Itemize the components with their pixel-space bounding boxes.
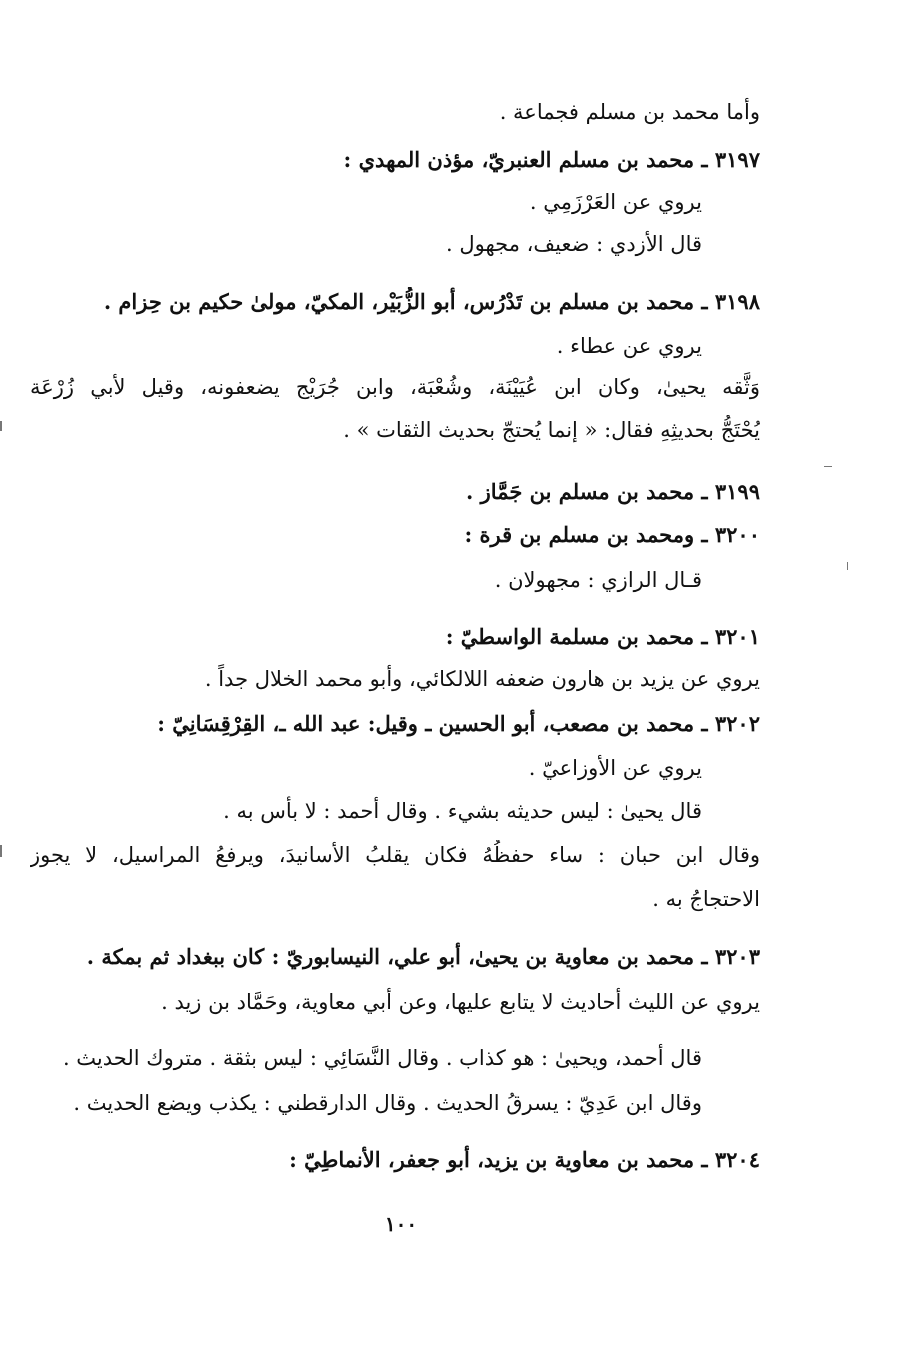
scan-mark (847, 562, 848, 570)
text-line: الاحتجاجُ به . (652, 887, 760, 911)
entry-heading-3198: ٣١٩٨ ـ محمد بن مسلم بن تَدْرُس، أبو الزُّبَيْر، المكيّ، مولىٰ حكيم بن حِزام . (103, 289, 760, 314)
text-line: قال الأزدي : ضعيف، مجهول . (446, 232, 702, 256)
entry-heading-3200: ٣٢٠٠ ـ ومحمد بن مسلم بن قرة : (464, 522, 760, 547)
entry-heading-3197: ٣١٩٧ ـ محمد بن مسلم العنبريّ، مؤذن المهدي : (343, 147, 760, 172)
text-line: يروي عن الأوزاعيّ . (528, 756, 702, 780)
text-line: يروي عن العَرْزَمِي . (529, 190, 702, 214)
entry-heading-3204: ٣٢٠٤ ـ محمد بن معاوية بن يزيد، أبو جعفر، الأنماطِيّ : (289, 1147, 760, 1172)
entry-heading-3199: ٣١٩٩ ـ محمد بن مسلم بن جَمَّاز . (466, 479, 760, 504)
text-line: وقال ابن حبان : ساء حفظُهُ فكان يقلبُ الأسانيدَ، ويرفعُ المراسيل، لا يجوز (30, 843, 760, 867)
scan-mark (0, 421, 2, 431)
text-line: يروي عن عطاء . (556, 334, 702, 358)
text-line: يُحْتَجُّ بحديثِهِ فقال: « إنما يُحتجّ بحديث الثقات » . (343, 418, 760, 442)
text-line: يروي عن يزيد بن هارون ضعفه اللالكائي، وأبو محمد الخلال جداً . (204, 667, 760, 691)
text-line: قال يحيىٰ : ليس حديثه بشيء . وقال أحمد : لا بأس به . (223, 799, 702, 823)
entry-heading-3203 (30, 942, 760, 972)
page-number: ١٠٠ (384, 1212, 418, 1236)
text-line: وَثَّقه يحيىٰ، وكان ابن عُيَيْنَة، وشُعْبَة، وابن جُرَيْج يضعفونه، وقيل لأبي زُرْعَة (30, 375, 760, 399)
text-line: وقال ابن عَدِيّ : يسرقُ الحديث . وقال الدارقطني : يكذب ويضع الحديث . (73, 1091, 702, 1115)
entry-heading-3203-text: ٣٢٠٣ ـ محمد بن معاوية بن يحيىٰ، أبو علي، النيسابوريّ : كان ببغداد ثم بمكة . (86, 944, 760, 969)
entry-heading-3202: ٣٢٠٢ ـ محمد بن مصعب، أبو الحسين ـ وقيل: عبد الله ـ، القِرْقِسَانِيّ : (157, 711, 760, 736)
text-line-intro: وأما محمد بن مسلم فجماعة . (499, 100, 760, 124)
text-line: قـال الرازي : مجهولان . (494, 568, 702, 592)
scan-mark (0, 845, 2, 857)
entry-heading-3201: ٣٢٠١ ـ محمد بن مسلمة الواسطيّ : (445, 624, 760, 649)
text-line: يروي عن الليث أحاديث لا يتابع عليها، وعن أبي معاوية، وحَمَّاد بن زيد . (161, 990, 760, 1014)
scan-mark (824, 466, 832, 467)
text-line: قال أحمد، ويحيىٰ : هو كذاب . وقال النَّسَائِي : ليس بثقة . متروك الحديث . (62, 1046, 702, 1070)
